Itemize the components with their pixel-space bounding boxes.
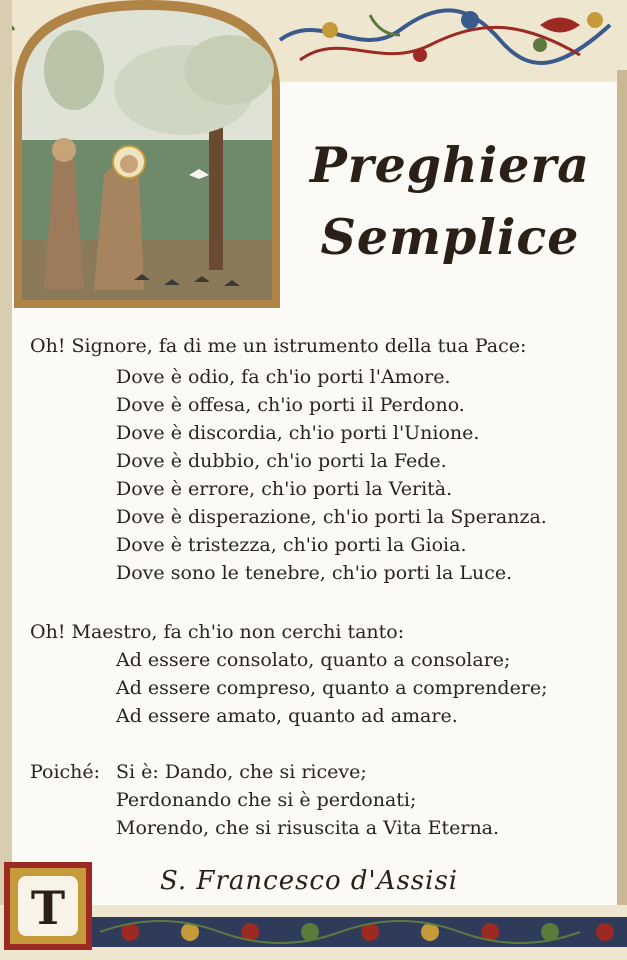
stanza1-line: Dove è tristezza, ch'io porti la Gioia. — [116, 534, 467, 556]
stanza1-line: Dove è disperazione, ch'io porti la Speranza. — [116, 506, 547, 528]
stanza1-line: Dove è offesa, ch'io porti il Perdono. — [116, 394, 465, 416]
stanza2-lead: Oh! Maestro, fa ch'io non cerchi tanto: — [30, 621, 405, 643]
stanza2-line: Ad essere amato, quanto ad amare. — [116, 705, 458, 727]
stanza3-line: Si è: Dando, che si riceve; — [116, 761, 367, 783]
right-border — [617, 70, 627, 960]
stanza3-line: Perdonando che si è perdonati; — [116, 789, 417, 811]
title-line-2: Semplice — [320, 208, 580, 266]
stanza3-line: Morendo, che si risuscita a Vita Eterna. — [116, 817, 500, 839]
stanza2-line: Ad essere compreso, quanto a comprendere; — [116, 677, 548, 699]
stanza1-line: Dove è errore, ch'io porti la Verità. — [116, 478, 453, 500]
stanza1-lead: Oh! Signore, fa di me un istrumento della tua Pace: — [30, 335, 527, 357]
stanza2-line: Ad essere consolato, quanto a consolare; — [116, 649, 511, 671]
author-signature: S. Francesco d'Assisi — [160, 866, 459, 896]
bottom-floral-border — [0, 905, 627, 960]
title-line-1: Preghiera — [309, 136, 591, 194]
saint-francis-miniature — [14, 0, 280, 308]
stanza1-line: Dove è discordia, ch'io porti l'Unione. — [116, 422, 480, 444]
tau-cross-icon — [4, 862, 92, 950]
stanza3-label: Poiché: — [30, 761, 101, 783]
stanza1-line: Dove sono le tenebre, ch'io porti la Luce. — [116, 562, 513, 584]
stanza1-line: Dove è dubbio, ch'io porti la Fede. — [116, 450, 447, 472]
left-border — [0, 0, 12, 960]
tau-emblem — [4, 862, 92, 950]
stanza1-line: Dove è odio, fa ch'io porti l'Amore. — [116, 366, 451, 388]
emblem-letter: T — [30, 881, 66, 935]
